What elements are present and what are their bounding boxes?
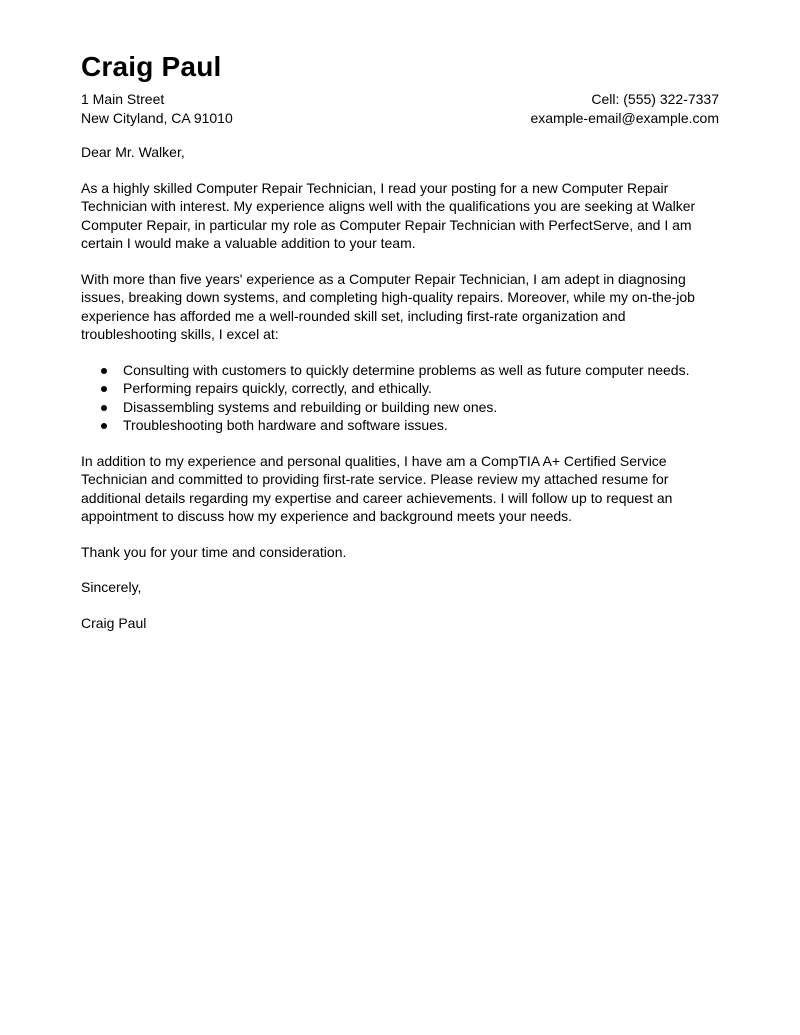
thanks-line: Thank you for your time and consideration. xyxy=(81,543,347,560)
phone-number: Cell: (555) 322-7337 xyxy=(591,91,719,107)
bullet-icon xyxy=(101,368,107,374)
contact-details xyxy=(530,90,719,128)
email-address: example-email@example.com xyxy=(530,110,719,126)
address-line-2: New Cityland, CA 91010 xyxy=(81,110,233,126)
address-block xyxy=(81,90,233,128)
paragraph-closing: In addition to my experience and personal qualities, I have am a CompTIA A+ Certified Service Technician and committed to providing first-rate service. Please review my attached resume for additional details regarding my expertise and career achievements. I will follow up to request an appointment to discuss how my experience and background meets your needs. xyxy=(81,452,673,524)
cover-letter-page xyxy=(81,50,719,649)
list-item xyxy=(81,416,719,435)
bullet-icon xyxy=(101,423,107,429)
address-line-1: 1 Main Street xyxy=(81,91,165,107)
bullet-icon xyxy=(101,386,107,392)
bullet-icon xyxy=(101,405,107,411)
list-item xyxy=(81,361,719,380)
list-item xyxy=(81,398,719,417)
salutation: Dear Mr. Walker, xyxy=(81,144,185,160)
letter-body xyxy=(81,143,719,632)
contact-block xyxy=(81,90,719,128)
list-item-text: Troubleshooting both hardware and software issues. xyxy=(123,417,448,433)
list-item-text: Performing repairs quickly, correctly, and ethically. xyxy=(123,380,432,396)
signature-name: Craig Paul xyxy=(81,614,147,631)
applicant-name: Craig Paul xyxy=(81,51,222,82)
signoff: Sincerely, xyxy=(81,579,142,595)
list-item-text: Consulting with customers to quickly determine problems as well as future computer needs. xyxy=(123,361,690,378)
skills-list xyxy=(81,361,719,435)
paragraph-experience: With more than five years' experience as a Computer Repair Technician, I am adept in diagnosing issues, breaking down systems, and completing high-quality repairs. Moreover, while my on-the-job experience has afforded me a well-rounded skill set, including first-rate organization and troubleshooting skills, I excel at: xyxy=(81,270,695,342)
paragraph-intro: As a highly skilled Computer Repair Technician, I read your posting for a new Computer Repair Technician with interest. My experience aligns well with the qualifications you are seeking at Walker Computer Repair, in particular my role as Computer Repair Technician with PerfectServe, and I am certain I would make a valuable addition to your team. xyxy=(81,179,696,251)
list-item-text: Disassembling systems and rebuilding or building new ones. xyxy=(123,398,498,415)
list-item xyxy=(81,379,719,398)
